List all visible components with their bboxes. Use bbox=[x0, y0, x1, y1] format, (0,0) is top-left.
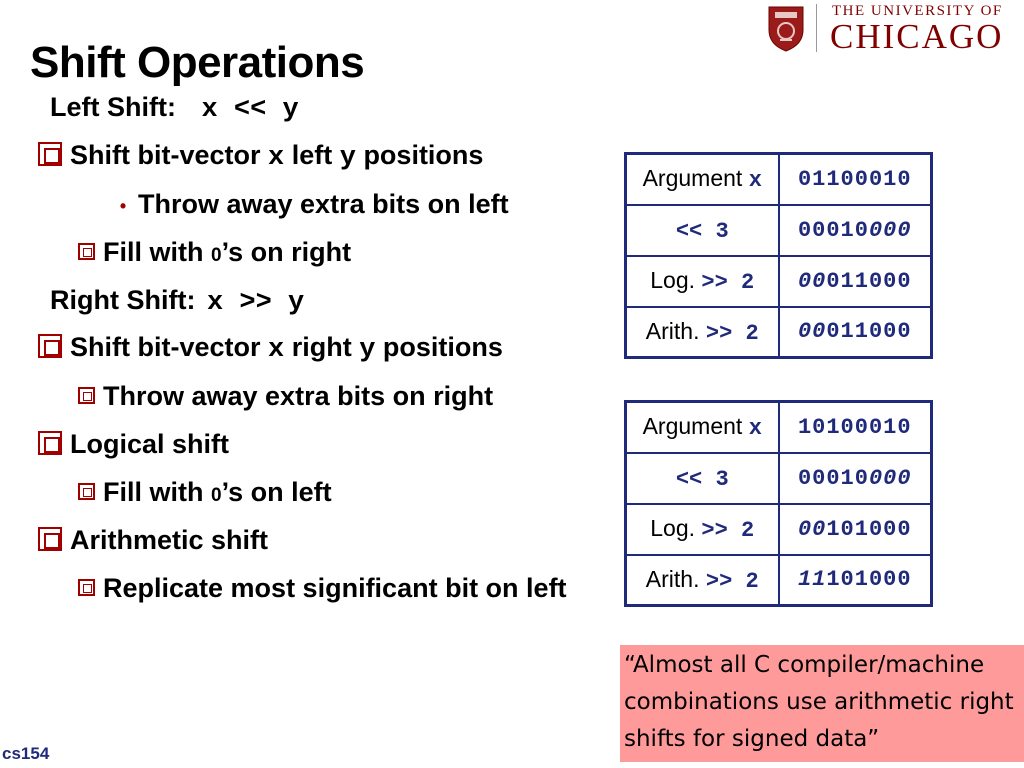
square-bullet-icon bbox=[38, 431, 62, 455]
square-bullet-icon bbox=[38, 527, 62, 551]
arithmetic-shift-value: 00011000 bbox=[779, 307, 932, 358]
arithmetic-shift-label: Arith. >> 2 bbox=[626, 307, 779, 358]
logical-shift-sub: Fill with 0’s on left bbox=[78, 476, 332, 512]
left-shift-expr: x << y bbox=[201, 95, 299, 125]
left-shift-value: 00010000 bbox=[779, 205, 932, 256]
table-row bbox=[626, 555, 932, 606]
table-row bbox=[626, 453, 932, 504]
arithmetic-shift-bullet: Arithmetic shift bbox=[38, 524, 268, 556]
logical-shift-value: 00101000 bbox=[779, 504, 932, 555]
quote-callout: “Almost all C compiler/machine combinations use arithmetic right shifts for signed data” bbox=[620, 645, 1024, 762]
left-shift-heading: Left Shift: x << y bbox=[50, 92, 299, 125]
small-square-bullet-icon bbox=[78, 387, 95, 404]
table-row bbox=[626, 154, 932, 205]
logo-divider bbox=[816, 4, 817, 52]
logical-shift-label: Log. >> 2 bbox=[626, 504, 779, 555]
logo-line-1: THE UNIVERSITY OF bbox=[832, 3, 1003, 19]
logical-shift-label: Log. >> 2 bbox=[626, 256, 779, 307]
table-row bbox=[626, 307, 932, 358]
small-square-bullet-icon bbox=[78, 243, 95, 260]
right-shift-heading: Right Shift: x >> y bbox=[50, 285, 305, 318]
shift-example-table-1 bbox=[624, 152, 933, 359]
left-shift-sub-1: • Throw away extra bits on left bbox=[108, 188, 509, 222]
square-bullet-icon bbox=[38, 142, 62, 166]
university-logo bbox=[766, 0, 1024, 58]
arithmetic-shift-value: 11101000 bbox=[779, 555, 932, 606]
square-bullet-icon bbox=[38, 334, 62, 358]
left-shift-sub-2: Fill with 0’s on right bbox=[78, 236, 351, 272]
shift-example-table-2 bbox=[624, 400, 933, 607]
arithmetic-shift-sub: Replicate most significant bit on left bbox=[78, 572, 567, 604]
arithmetic-shift-label: Arith. >> 2 bbox=[626, 555, 779, 606]
argument-label: Argument x bbox=[626, 154, 779, 205]
right-shift-expr: x >> y bbox=[206, 288, 305, 318]
table-row bbox=[626, 402, 932, 453]
university-seal-icon bbox=[766, 4, 806, 52]
argument-label: Argument x bbox=[626, 402, 779, 453]
table-row bbox=[626, 205, 932, 256]
dot-bullet-icon: • bbox=[119, 195, 127, 216]
table-row bbox=[626, 256, 932, 307]
right-shift-bullet: Shift bit-vector x right y positions bbox=[38, 331, 503, 366]
slide-title: Shift Operations bbox=[30, 38, 365, 87]
left-shift-label: << 3 bbox=[626, 205, 779, 256]
left-shift-value: 00010000 bbox=[779, 453, 932, 504]
logo-line-2: CHICAGO bbox=[830, 17, 1004, 56]
argument-value: 01100010 bbox=[779, 154, 932, 205]
argument-value: 10100010 bbox=[779, 402, 932, 453]
left-shift-bullet: Shift bit-vector x left y positions bbox=[38, 139, 483, 174]
logical-shift-bullet: Logical shift bbox=[38, 428, 229, 460]
small-square-bullet-icon bbox=[78, 579, 95, 596]
left-shift-label: << 3 bbox=[626, 453, 779, 504]
table-row bbox=[626, 504, 932, 555]
course-footer: cs154 bbox=[2, 744, 50, 763]
logical-shift-value: 00011000 bbox=[779, 256, 932, 307]
small-square-bullet-icon bbox=[78, 483, 95, 500]
right-shift-sub-1: Throw away extra bits on right bbox=[78, 380, 493, 412]
